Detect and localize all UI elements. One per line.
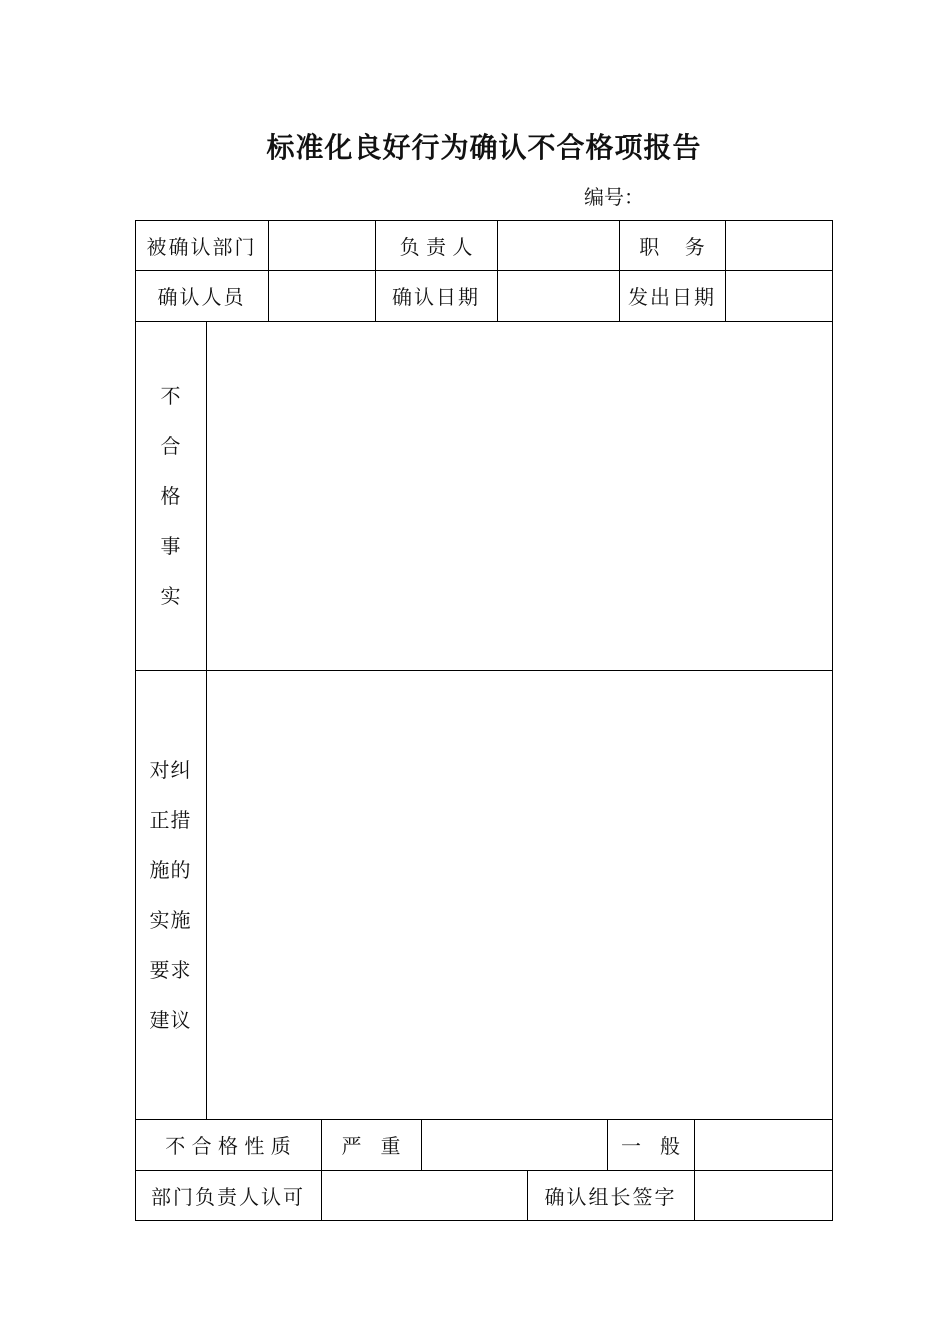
facts-content[interactable] (207, 322, 831, 669)
facts-label-line: 格 (160, 484, 181, 508)
table-border-bottom (135, 1220, 833, 1221)
position-label: 职 务 (639, 234, 705, 259)
dept-label: 被确认部门 (146, 234, 257, 259)
confirm-date-label: 确认日期 (392, 285, 480, 309)
issue-date-value[interactable] (726, 271, 831, 321)
owner-label: 负 责 人 (399, 234, 473, 259)
measures-label-line: 对纠 (149, 758, 192, 782)
facts-label-line: 事 (160, 534, 181, 558)
issue-date-label: 发出日期 (628, 285, 716, 309)
measures-content[interactable] (207, 671, 831, 1118)
serious-label: 严 重 (341, 1134, 401, 1158)
general-label: 一 般 (620, 1134, 681, 1158)
number-label: 编号： (584, 185, 644, 209)
confirmer-value[interactable] (269, 271, 374, 321)
measures-label-line: 要求 (149, 958, 192, 982)
measures-label-line: 施的 (149, 858, 192, 882)
confirmer-label: 确认人员 (157, 285, 246, 309)
general-value[interactable] (695, 1120, 831, 1170)
dept-head-approval-value[interactable] (322, 1171, 526, 1220)
facts-label (135, 371, 206, 621)
nature-label: 不 合 格 性 质 (165, 1134, 291, 1158)
measures-label (135, 745, 206, 1045)
facts-label-line: 实 (160, 584, 181, 608)
document-title: 标准化良好行为确认不合格项报告 (266, 131, 702, 164)
measures-label-line: 正措 (149, 808, 192, 832)
measures-label-line: 实施 (149, 908, 192, 932)
facts-label-line: 不 (160, 384, 181, 408)
measures-label-line: 建议 (149, 1008, 192, 1032)
dept-head-approval-label: 部门负责人认可 (151, 1184, 305, 1209)
confirm-date-value[interactable] (498, 271, 618, 321)
dept-value[interactable] (269, 221, 374, 270)
leader-sign-label: 确认组长签字 (544, 1184, 677, 1209)
position-value[interactable] (726, 221, 831, 270)
serious-value[interactable] (422, 1120, 606, 1170)
facts-label-line: 合 (160, 434, 181, 458)
table-border-right (832, 220, 833, 1221)
leader-sign-value[interactable] (695, 1171, 831, 1220)
owner-value[interactable] (498, 221, 618, 270)
